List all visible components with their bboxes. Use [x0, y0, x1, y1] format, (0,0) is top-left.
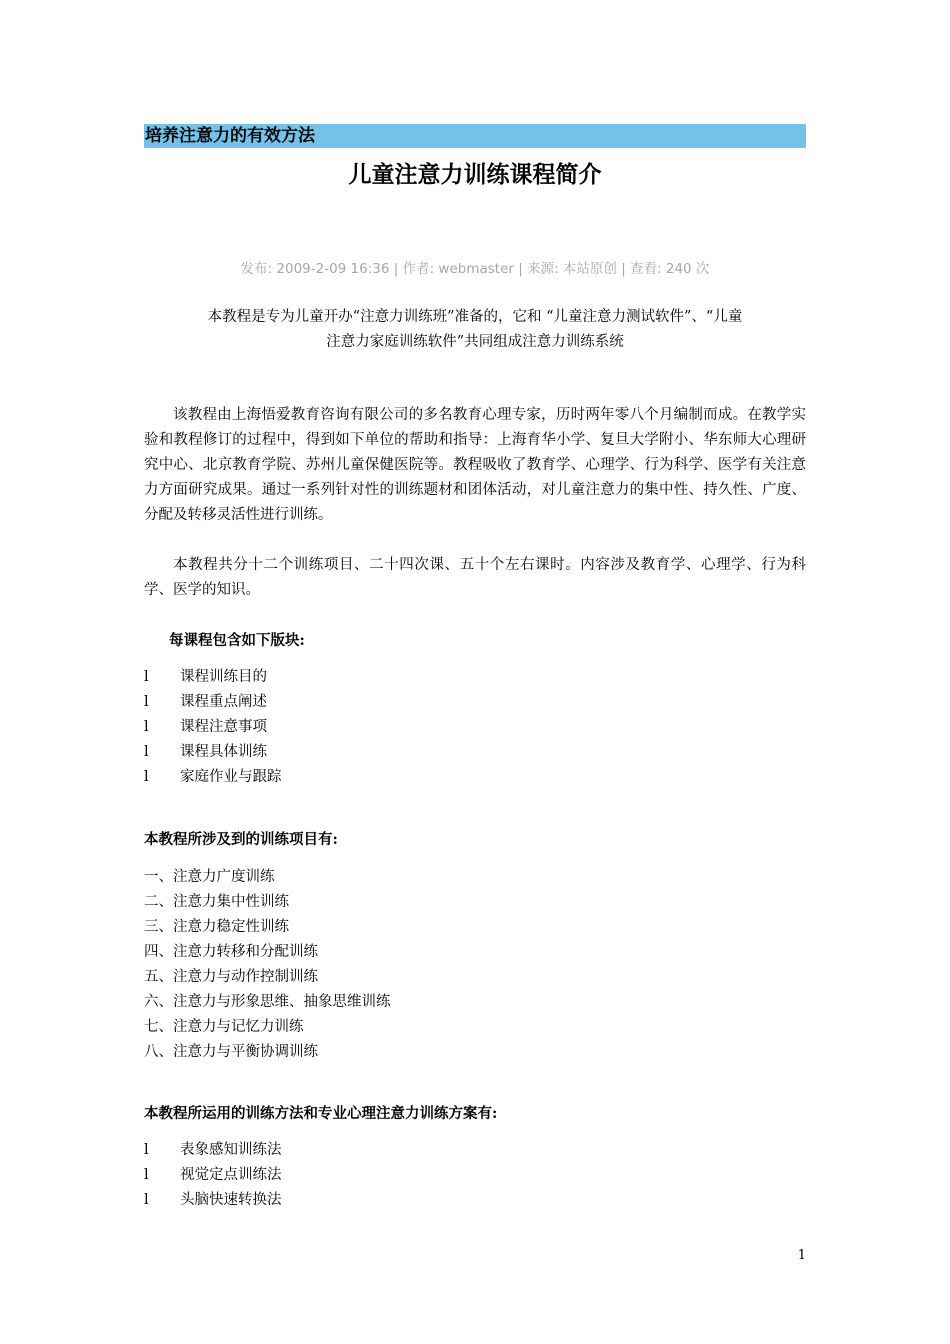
bullet-marker: l — [144, 694, 149, 710]
list-item — [144, 740, 282, 765]
bullet-marker: l — [144, 719, 149, 735]
list-item — [144, 1138, 282, 1163]
bullet-marker: l — [144, 1142, 149, 1158]
list-item — [144, 765, 282, 790]
document-title: 儿童注意力训练课程简介 — [348, 162, 602, 188]
page-number: 1 — [797, 1248, 806, 1263]
list-item: 六、注意力与形象思维、抽象思维训练 — [144, 994, 391, 1010]
list-item-text: 头脑快速转换法 — [180, 1192, 282, 1208]
list-item — [144, 690, 282, 715]
list-item: 五、注意力与动作控制训练 — [144, 969, 318, 985]
bullet-marker: l — [144, 769, 149, 785]
list-item — [144, 715, 282, 740]
list-item-text: 课程注意事项 — [180, 719, 267, 735]
bullet-marker: l — [144, 1192, 149, 1208]
list-item: 三、注意力稳定性训练 — [144, 919, 289, 935]
list-item: 七、注意力与记忆力训练 — [144, 1019, 304, 1035]
list-item-text: 课程具体训练 — [180, 744, 267, 760]
paragraph-structure: 本教程共分十二个训练项目、二十四次课、五十个左右课时。内容涉及教育学、心理学、行为科学、医学的知识。 — [144, 557, 806, 598]
list-item — [144, 1163, 282, 1188]
header-bar: 培养注意力的有效方法 — [144, 124, 806, 148]
paragraph-development: 该教程由上海悟爱教育咨询有限公司的多名教育心理专家，历时两年零八个月编制而成。在教学实验和教程修订的过程中，得到如下单位的帮助和指导：上海育华小学、复旦大学附小、华东师大心理研究中心、北京教育学院、苏州儿童保健医院等。教程吸收了教育学、心理学、行为科学、医学有关注意力方面研究成果。通过一系列针对性的训练题材和团体活动，对儿童注意力的集中性、持久性、广度、分配及转移灵活性进行训练。 — [144, 407, 806, 523]
methods-list — [144, 1138, 282, 1213]
list-item: 二、注意力集中性训练 — [144, 894, 289, 910]
list-item — [144, 665, 282, 690]
list-item-text: 表象感知训练法 — [180, 1142, 282, 1158]
article-meta: 发布: 2009-2-09 16:36 | 作者: webmaster | 来源: 本站原创 | 查看: 240 次 — [240, 261, 710, 277]
list-item-text: 视觉定点训练法 — [180, 1167, 282, 1183]
list-item: 一、注意力广度训练 — [144, 869, 275, 885]
bullet-marker: l — [144, 744, 149, 760]
projects-list — [144, 865, 391, 1065]
projects-heading: 本教程所涉及到的训练项目有: — [144, 831, 338, 848]
list-item: 四、注意力转移和分配训练 — [144, 944, 318, 960]
list-item-text: 课程重点阐述 — [180, 694, 267, 710]
bullet-marker: l — [144, 669, 149, 685]
modules-list — [144, 665, 282, 790]
bullet-marker: l — [144, 1167, 149, 1183]
modules-heading: 每课程包含如下版块: — [169, 632, 305, 649]
list-item: 八、注意力与平衡协调训练 — [144, 1044, 318, 1060]
list-item-text: 课程训练目的 — [180, 669, 267, 685]
list-item-text: 家庭作业与跟踪 — [180, 769, 282, 785]
intro-text: 本教程是专为儿童开办“注意力训练班”准备的，它和 “儿童注意力测试软件”、“儿童 注意力家庭训练软件”共同组成注意力训练系统 — [207, 309, 743, 350]
methods-heading: 本教程所运用的训练方法和专业心理注意力训练方案有: — [144, 1105, 498, 1122]
list-item — [144, 1188, 282, 1213]
